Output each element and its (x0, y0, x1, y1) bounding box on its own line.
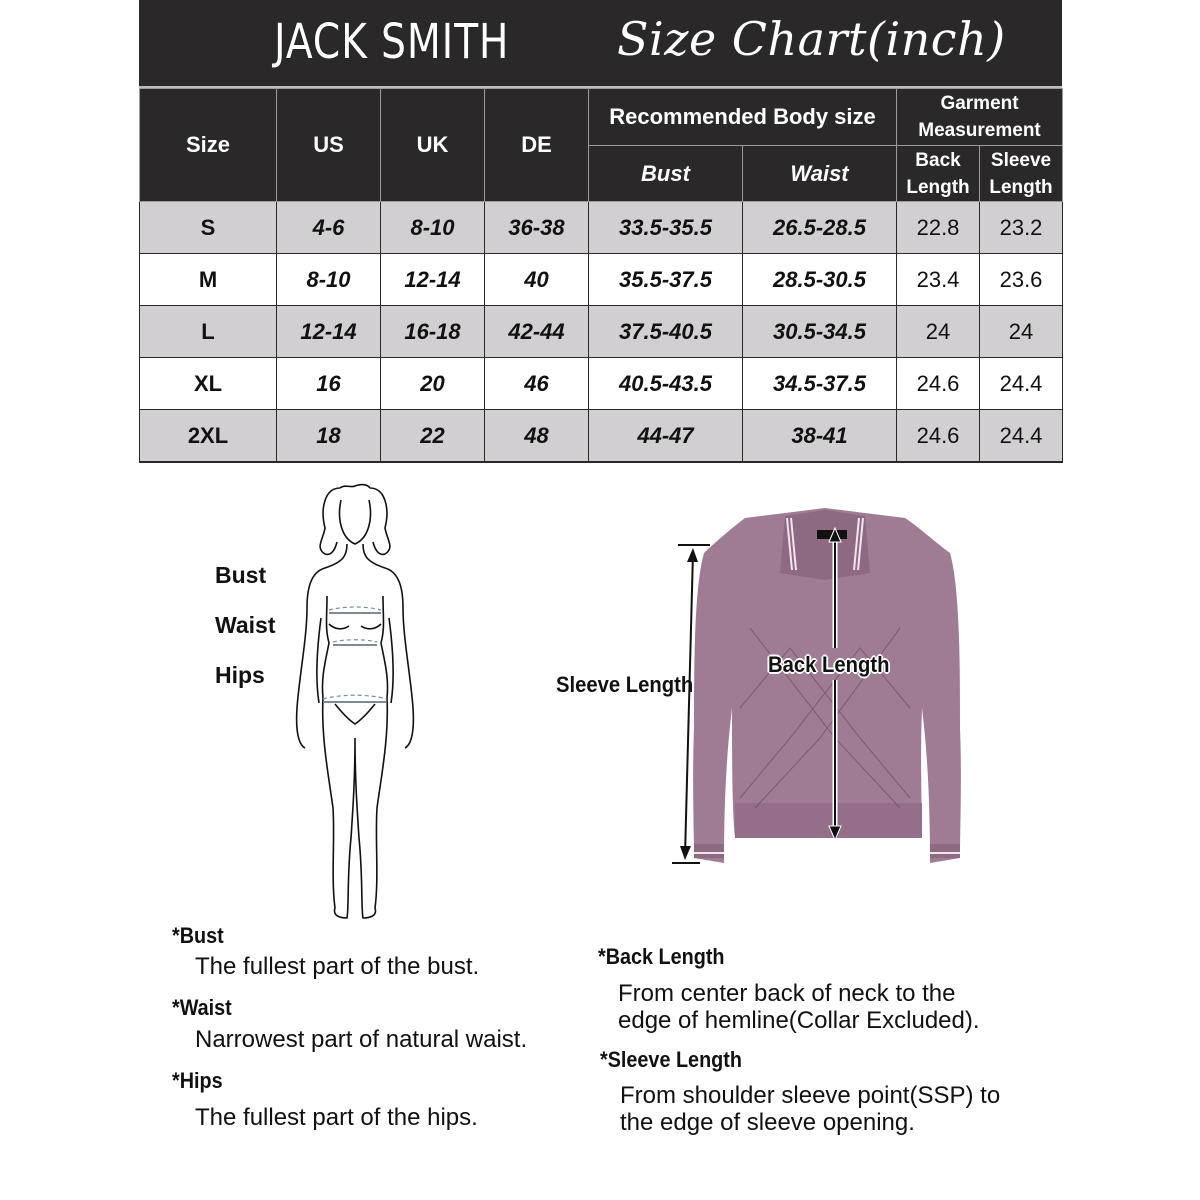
column-header-us: US (277, 89, 381, 202)
table-row (140, 306, 1063, 358)
cell-back-length: 24 (897, 306, 980, 358)
cell-waist: 34.5-37.5 (743, 358, 897, 410)
cell-sleeve-length: 24 (980, 306, 1063, 358)
table-row (140, 202, 1063, 254)
sleeve-length-line2: Length (989, 176, 1053, 198)
cell-uk: 8-10 (381, 202, 485, 254)
cell-size: S (140, 202, 277, 254)
definition-text-sleeve-length-line2: the edge of sleeve opening. (620, 1109, 915, 1136)
definition-text-sleeve-length-line1: From shoulder sleeve point(SSP) to (620, 1082, 1001, 1109)
label-waist: Waist (215, 612, 276, 638)
table-row (140, 410, 1063, 463)
column-group-garment-measurement (897, 89, 1063, 146)
cell-de: 42-44 (485, 306, 589, 358)
cell-back-length: 23.4 (897, 254, 980, 306)
cell-us: 12-14 (277, 306, 381, 358)
definition-term-sleeve-length: *Sleeve Length (600, 1047, 742, 1072)
cell-bust: 35.5-37.5 (589, 254, 743, 306)
definition-text-bust: The fullest part of the bust. (195, 953, 480, 980)
definition-term-back-length: *Back Length (598, 944, 725, 969)
cell-back-length: 24.6 (897, 358, 980, 410)
back-length-label: Back Length (768, 652, 890, 677)
header-banner (139, 0, 1062, 88)
column-group-recommended-body-size: Recommended Body size (589, 89, 897, 146)
definition-text-back-length-line2: edge of hemline(Collar Excluded). (618, 1007, 980, 1034)
cell-bust: 37.5-40.5 (589, 306, 743, 358)
sleeve-length-label: Sleeve Length (556, 672, 694, 697)
cell-size: L (140, 306, 277, 358)
cell-us: 18 (277, 410, 381, 463)
cell-waist: 38-41 (743, 410, 897, 463)
cell-waist: 26.5-28.5 (743, 202, 897, 254)
definition-term-bust: *Bust (172, 923, 224, 948)
cell-size: 2XL (140, 410, 277, 463)
cell-de: 36-38 (485, 202, 589, 254)
column-header-back-length (897, 146, 980, 202)
label-hips: Hips (215, 662, 265, 688)
cell-de: 46 (485, 358, 589, 410)
cell-de: 40 (485, 254, 589, 306)
cell-size: M (140, 254, 277, 306)
body-outline-illustration (285, 478, 435, 928)
table-row (140, 254, 1063, 306)
cell-de: 48 (485, 410, 589, 463)
cell-uk: 16-18 (381, 306, 485, 358)
cell-bust: 40.5-43.5 (589, 358, 743, 410)
cell-back-length: 24.6 (897, 410, 980, 463)
definition-text-waist: Narrowest part of natural waist. (195, 1026, 528, 1053)
garment-group-line1: Garment (940, 93, 1019, 114)
column-header-de: DE (485, 89, 589, 202)
cell-bust: 33.5-35.5 (589, 202, 743, 254)
cell-us: 8-10 (277, 254, 381, 306)
cell-uk: 22 (381, 410, 485, 463)
garment-group-line2: Measurement (918, 120, 1041, 141)
cell-sleeve-length: 23.6 (980, 254, 1063, 306)
column-header-uk: UK (381, 89, 485, 202)
column-header-bust: Bust (589, 146, 743, 202)
definition-text-hips: The fullest part of the hips. (195, 1104, 478, 1131)
cell-uk: 12-14 (381, 254, 485, 306)
cell-sleeve-length: 23.2 (980, 202, 1063, 254)
definition-term-hips: *Hips (172, 1068, 223, 1093)
cell-back-length: 22.8 (897, 202, 980, 254)
label-bust: Bust (215, 562, 267, 588)
column-header-sleeve-length (980, 146, 1063, 202)
cell-size: XL (140, 358, 277, 410)
column-header-size: Size (140, 89, 277, 202)
back-length-line1: Back (915, 149, 961, 171)
cell-waist: 30.5-34.5 (743, 306, 897, 358)
sleeve-length-line1: Sleeve (990, 149, 1052, 171)
table-row (140, 358, 1063, 410)
cell-uk: 20 (381, 358, 485, 410)
sleeve-length-arrow (670, 540, 720, 870)
cell-bust: 44-47 (589, 410, 743, 463)
cell-sleeve-length: 24.4 (980, 410, 1063, 463)
definition-text-back-length-line1: From center back of neck to the (618, 980, 956, 1007)
cell-sleeve-length: 24.4 (980, 358, 1063, 410)
size-chart-table (139, 88, 1063, 463)
definition-term-waist: *Waist (172, 995, 232, 1020)
column-header-waist: Waist (743, 146, 897, 202)
chart-title: Size Chart(inch) (617, 12, 1006, 66)
brand-logo: JACK SMITH (274, 14, 510, 70)
cell-us: 4-6 (277, 202, 381, 254)
cell-us: 16 (277, 358, 381, 410)
cell-waist: 28.5-30.5 (743, 254, 897, 306)
back-length-line2: Length (906, 176, 970, 198)
